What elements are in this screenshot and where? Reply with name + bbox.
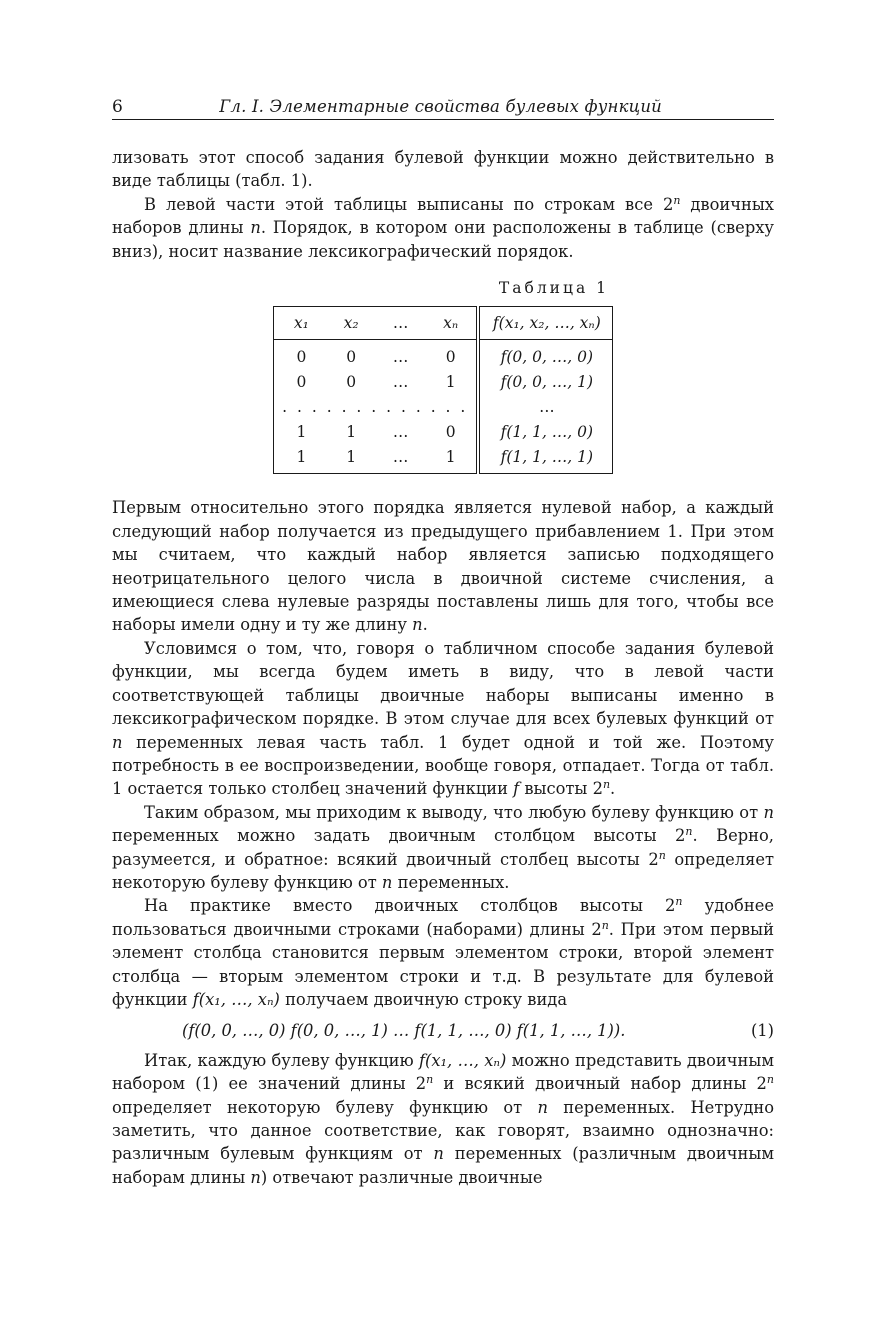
paragraph-4: Условимся о том, что, говоря о табличном способе задания булевой функции, мы всегда будем иметь в виду, что в левой части соответствующей таблицы двоичные наборы выписаны именно в лексикографическом порядке. В этом случае для всех булевых функций от n переменных левая часть табл. 1 будет одной и той же. Поэтому потребность в ее воспроизведении, вообще говоря, отпадает. Тогда от табл. 1 остается только столбец значений функции f высоты 2$^n$. bbox=[112, 638, 774, 799]
display-formula bbox=[112, 1019, 774, 1042]
paragraph-1: лизовать этот способ задания булевой функции можно действительно в виде таблицы (табл. 1). bbox=[112, 148, 774, 191]
table-cell: f(0, 0, …, 0) bbox=[478, 340, 613, 371]
table-cell: 1 bbox=[346, 423, 357, 442]
table-cell: 0 bbox=[296, 373, 307, 392]
table-cell: f(1, 1, …, 0) bbox=[478, 420, 613, 445]
table-cell: 0 bbox=[296, 348, 307, 367]
table-cell: … bbox=[392, 348, 409, 367]
table-header-cell: x₁ bbox=[274, 307, 327, 340]
paragraph-3: Первым относительно этого порядка является нулевой набор, а каждый следующий набор получается из предыдущего прибавлением 1. При этом мы считаем, что каждый набор является записью подходящего неотрицательного целого числа в двоичной системе счисления, а имеющиеся слева нулевые разряды поставлены лишь для того, чтобы все наборы имели одну и ту же длину n. bbox=[112, 498, 774, 635]
table-cell: 0 bbox=[445, 348, 456, 367]
table-header-cell: f(x₁, x₂, …, xₙ) bbox=[478, 307, 613, 340]
table-header-cell: x₂ bbox=[327, 307, 376, 340]
running-title: Гл. I. Элементарные свойства булевых функций bbox=[219, 97, 662, 116]
table-cell: 1 bbox=[346, 448, 357, 467]
page-body bbox=[112, 146, 774, 1189]
truth-table bbox=[273, 306, 613, 474]
table-cell: . . . . . . . . . . . . . bbox=[282, 398, 468, 417]
formula-expression: (f(0, 0, …, 0) f(0, 0, …, 1) … f(1, 1, …, 0) f(1, 1, …, 1)). bbox=[182, 1021, 626, 1041]
table-cell: … bbox=[392, 423, 409, 442]
table-cell: … bbox=[478, 395, 613, 420]
table-header-cell: xₙ bbox=[426, 307, 478, 340]
table-cell: f(1, 1, …, 1) bbox=[478, 445, 613, 474]
table-wrapper bbox=[112, 306, 774, 474]
table-row bbox=[274, 340, 613, 371]
formula-number: (1) bbox=[750, 1021, 774, 1041]
paragraph-2: В левой части этой таблицы выписаны по строкам все 2$^n$ двоичных наборов длины n. Порядок, в котором они расположены в таблице (сверху вниз), носит название лексикографический порядок. bbox=[112, 193, 775, 261]
table-row-ellipsis bbox=[274, 395, 613, 420]
page-number: 6 bbox=[112, 97, 123, 117]
table-row bbox=[274, 420, 613, 445]
page bbox=[112, 95, 774, 1189]
table-cell: … bbox=[392, 448, 409, 467]
paragraph-6: На практике вместо двоичных столбцов высоты 2$^n$ удобнее пользоваться двоичными строками (наборами) длины 2$^n$. При этом первый элемент столбца становится первым элементом строки, второй элемент столбца — вторым элементом строки и т.д. В результате для булевой функции f(x₁, …, xₙ) получаем двоичную строку вида bbox=[112, 895, 774, 1009]
table-cell: f(0, 0, …, 1) bbox=[478, 370, 613, 395]
table-cell: 0 bbox=[346, 348, 357, 367]
table-cell: 1 bbox=[296, 423, 307, 442]
table-cell: 0 bbox=[346, 373, 357, 392]
paragraph-5: Таким образом, мы приходим к выводу, что любую булеву функцию от n переменных можно задать двоичным столбцом высоты 2$^n$. Верно, разумеется, и обратное: всякий двоичный столбец высоты 2$^n$ определяет некоторую булеву функцию от n переменных. bbox=[112, 802, 774, 892]
table-header-row bbox=[274, 307, 613, 340]
running-header bbox=[112, 95, 774, 120]
table-cell: 1 bbox=[445, 373, 456, 392]
table-cell: 0 bbox=[445, 423, 456, 442]
table-header-cell: … bbox=[376, 307, 426, 340]
paragraph-7: Итак, каждую булеву функцию f(x₁, …, xₙ) можно представить двоичным набором (1) ее значений длины 2$^n$ и всякий двоичный набор длины 2$^n$ определяет некоторую булеву функцию от n переменных. Нетрудно заметить, что данное соответствие, как говорят, взаимно однозначно: различным булевым функциям от n переменных (различным двоичным наборам длины n) отвечают различные двоичные bbox=[112, 1050, 775, 1187]
table-row bbox=[274, 445, 613, 474]
table-cell: 1 bbox=[296, 448, 307, 467]
table-cell: … bbox=[392, 373, 409, 392]
table-cell: 1 bbox=[445, 448, 456, 467]
table-caption: Таблица 1 bbox=[498, 279, 609, 298]
table-row bbox=[274, 370, 613, 395]
